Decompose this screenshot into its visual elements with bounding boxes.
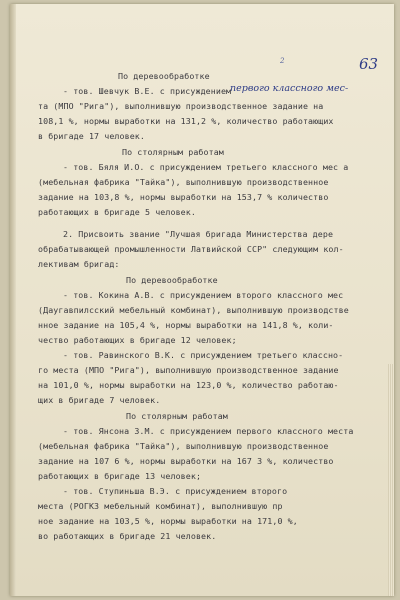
section-heading: По деревообработке [118, 71, 210, 81]
handwritten-insertion: первого классного мес- [230, 83, 349, 94]
text-line: - тов. Равинского В.К. с присуждением третьего классно- [63, 350, 344, 360]
handwritten-mark: 2 [280, 57, 285, 65]
paragraph-line: обрабатывающей промышленности Латвийской ССР" следующим кол- [38, 244, 344, 254]
text-line: места (РОГКЗ мебельный комбинат), выполнившую пр [38, 501, 283, 511]
text-line: (мебельная фабрика "Тайка"), выполнившую производственное [38, 441, 329, 451]
text-line: задание на 107 6 %, нормы выработки на 167 3 %, количество [38, 456, 334, 466]
text-line: - тов. Шевчук В.Е. с присуждением [63, 86, 232, 96]
text-line: работающих в бригаде 5 человек. [38, 207, 196, 217]
text-line: - тов. Янсона З.М. с присуждением первого классного места [63, 426, 354, 436]
paper-stack-edge [388, 364, 394, 596]
text-line: (мебельная фабрика "Тайка"), выполнившую производственное [38, 177, 329, 187]
text-line: (Даугавпилсский мебельный комбинат), выполнившую производстве [38, 305, 349, 315]
paper-sheet [16, 4, 394, 596]
text-line: щих в бригаде 7 человек. [38, 395, 161, 405]
text-line: - тов. Кокина А.В. с присуждением второго классного мес [63, 290, 344, 300]
text-line: работающих в бригаде 13 человек; [38, 471, 202, 481]
page-number: 63 [359, 55, 379, 73]
text-line: та (МПО "Рига"), выполнившую производственное задание на [38, 101, 324, 111]
text-line: 108,1 %, нормы выработки на 131,2 %, количество работающих [38, 116, 334, 126]
section-heading: По столярным работам [126, 411, 228, 421]
text-line: задание на 103,8 %, нормы выработки на 153,7 % количество [38, 192, 329, 202]
text-line: го места (МПО "Рига"), выполнившую производственное задание [38, 365, 339, 375]
text-line: - тов. Ступиньша В.Э. с присуждением второго [63, 486, 288, 496]
text-line: на 101,0 %, нормы выработки на 123,0 %, количество работаю- [38, 380, 339, 390]
text-line: в бригаде 17 человек. [38, 131, 145, 141]
text-line: нное задание на 105,4 %, нормы выработки на 141,8 %, коли- [38, 320, 334, 330]
section-heading: По деревообработке [126, 275, 218, 285]
section-heading: По столярным работам [122, 147, 224, 157]
text-line: чество работающих в бригаде 12 человек; [38, 335, 237, 345]
document-page [10, 4, 394, 596]
text-line: - тов. Бяля И.О. с присуждением третьего классного мес а [63, 162, 349, 172]
paragraph-line: лективам бригад: [38, 259, 120, 269]
paragraph-line: 2. Присвоить звание "Лучшая бригада Министерства дере [63, 229, 334, 239]
text-line: ное задание на 103,5 %, нормы выработки на 171,0 %, [38, 516, 298, 526]
text-line: во работающих в бригаде 21 человек. [38, 531, 217, 541]
